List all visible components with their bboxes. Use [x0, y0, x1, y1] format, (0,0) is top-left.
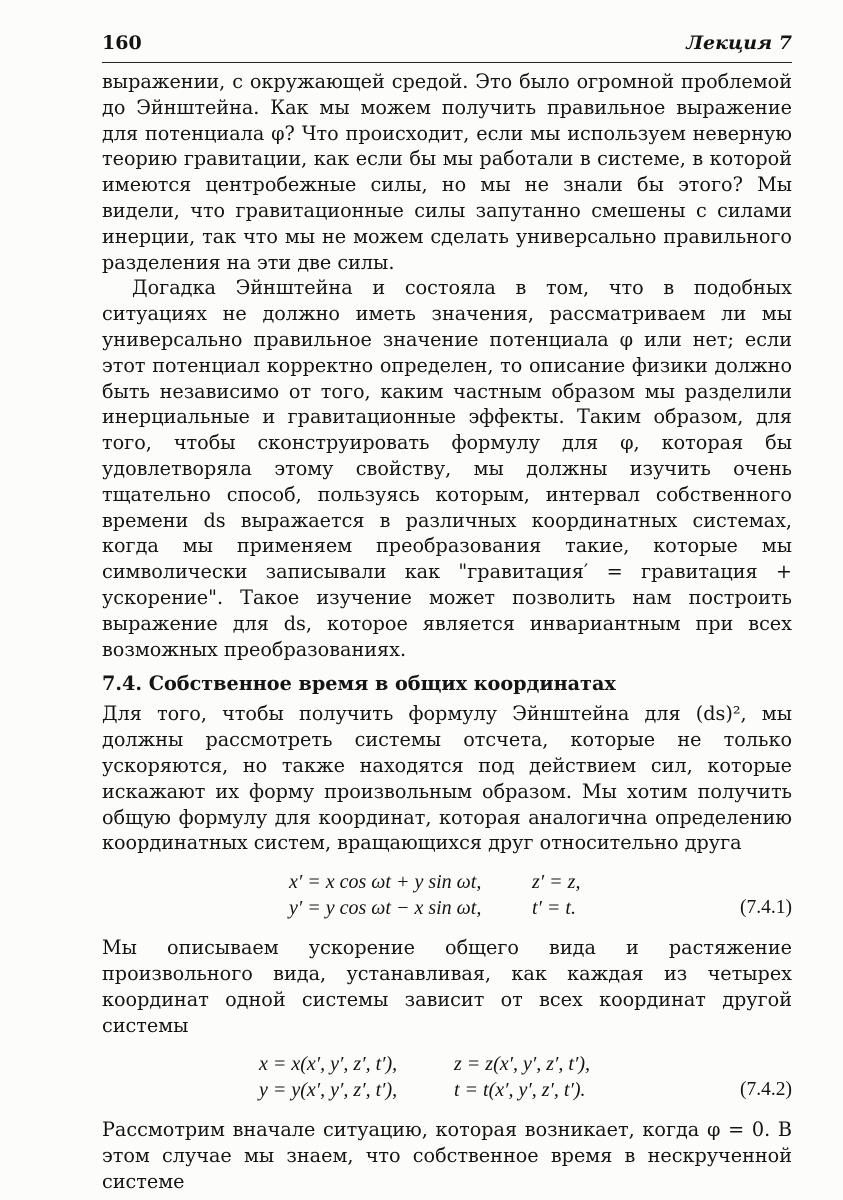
page-number: 160: [102, 32, 142, 54]
equation-line: y′ = y cos ωt − x sin ωt,: [289, 897, 482, 920]
page: [102, 32, 792, 1195]
equation-line: t′ = t.: [532, 897, 576, 920]
equation-line: y = y(x′, y′, z′, t′),: [259, 1079, 398, 1102]
equation-number: (7.4.2): [740, 1079, 792, 1101]
equation-number: (7.4.1): [740, 897, 792, 919]
paragraph-arbitrary-transformation: Мы описываем ускорение общего вида и растяжение произвольного вида, устанавливая, как каждая из четырех координат одной системы зависит от всех координат другой системы: [102, 936, 792, 1037]
paragraph-general-coordinates: Для того, чтобы получить формулу Эйнштейна для (ds)², мы должны рассмотреть системы отсчета, которые не только ускоряются, но также находятся под действием сил, которые искажают их форму произвольным образом. Мы хотим получить общую формулу для координат, которая аналогична определению координатных систем, вращающихся друг относительно друга: [102, 702, 792, 855]
page-header: [102, 32, 792, 63]
page-body: [102, 69, 792, 1195]
paragraph-phi-zero: Рассмотрим вначале ситуацию, которая возникает, когда φ = 0. В этом случае мы знаем, что собственное время в нескрученной системе: [102, 1118, 792, 1193]
running-title: Лекция 7: [686, 32, 792, 54]
equation-7-4-1: [102, 869, 792, 921]
equation-7-4-2: [102, 1051, 792, 1103]
equation-line: z = z(x′, y′, z′, t′),: [454, 1053, 590, 1076]
equation-line: x′ = x cos ωt + y sin ωt,: [289, 871, 482, 894]
paragraph-einstein-guess: Догадка Эйнштейна и состояла в том, что в подобных ситуациях не должно иметь значения, рассматриваем ли мы универсально правильное значение потенциала φ или нет; если этот потенциал корректно определен, то описание физики должно быть независимо от того, каким частным образом мы разделили инерциальные и гравитационные эффекты. Таким образом, для того, чтобы сконструировать формулу для φ, которая бы удовлетворяла этому свойству, мы должны изучить очень тщательно способ, пользуясь которым, интервал собственного времени ds выражается в различных координатных системах, когда мы применяем преобразования такие, которые мы символически записывали как "гравитация′ = гравитация + ускорение". Такое изучение может позволить нам построить выражение для ds, которое является инвариантным при всех возможных преобразованиях.: [102, 276, 792, 661]
equation-line: z′ = z,: [532, 871, 581, 894]
equation-line: t = t(x′, y′, z′, t′).: [454, 1079, 586, 1102]
equation-line: x = x(x′, y′, z′, t′),: [259, 1053, 398, 1076]
paragraph-continuation: выражении, с окружающей средой. Это было огромной проблемой до Эйнштейна. Как мы можем получить правильное выражение для потенциала φ? Что происходит, если мы используем неверную теорию гравитации, как если бы мы работали в системе, в которой имеются центробежные силы, но мы не знали бы этого? Мы видели, что гравитационные силы запутанно смешены с силами инерции, так что мы не можем сделать универсально правильного разделения на эти две силы.: [102, 70, 792, 274]
section-title: 7.4. Собственное время в общих координатах: [102, 672, 616, 696]
